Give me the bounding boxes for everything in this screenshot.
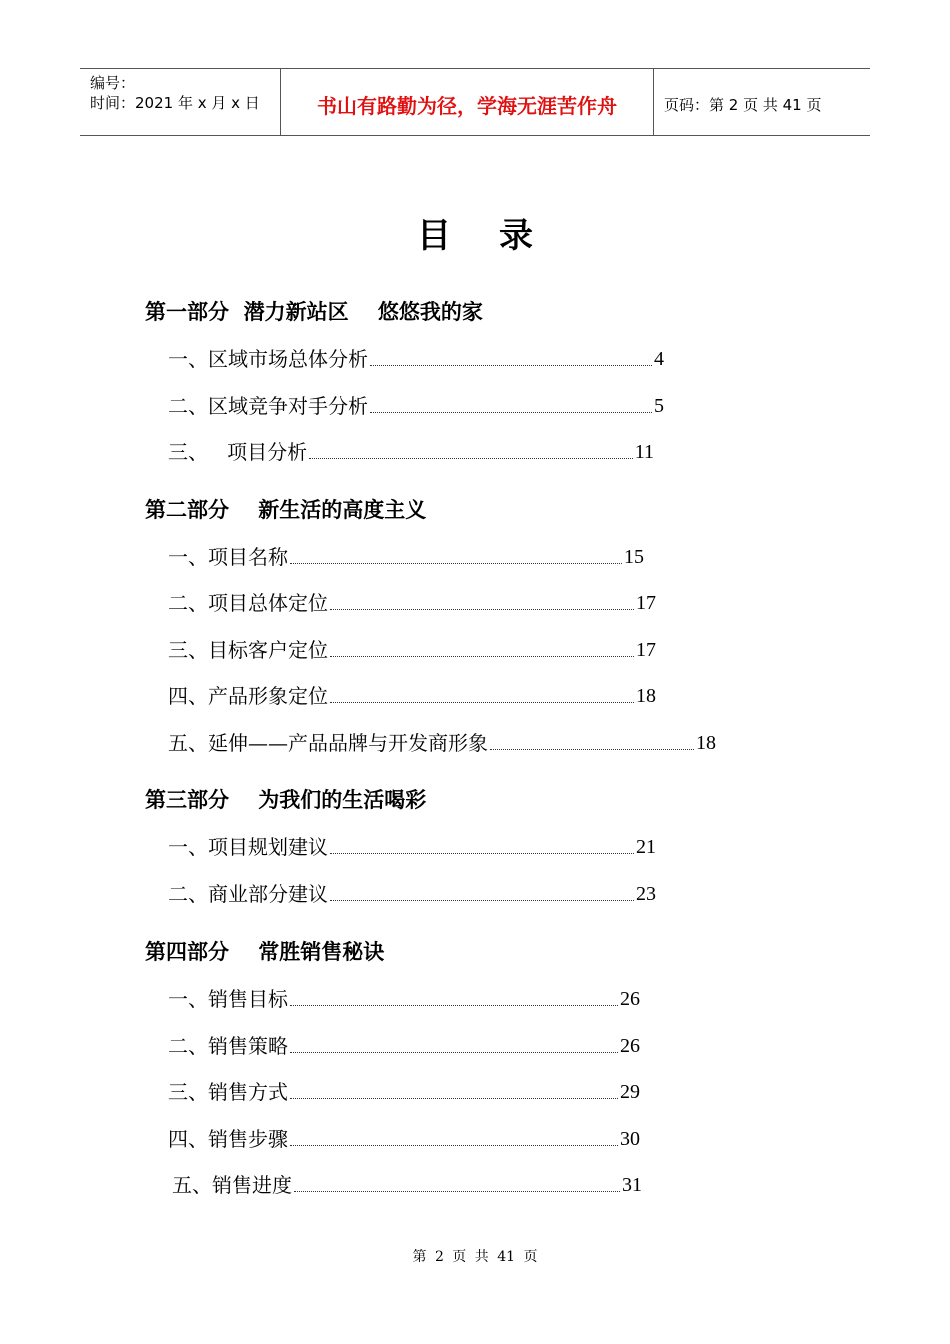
leader-dots <box>330 852 634 854</box>
toc-entry-label: 二、区域竞争对手分析 <box>168 394 368 418</box>
toc-entry[interactable] <box>168 435 654 465</box>
section-title: 第二部分 新生活的高度主义 <box>145 498 427 522</box>
leader-dots <box>290 1097 618 1099</box>
page-header <box>80 68 870 136</box>
toc-entry-page: 18 <box>636 685 656 707</box>
toc-entry-label: 三、 项目分析 <box>168 440 308 464</box>
toc-entry-label: 五、销售进度 <box>172 1173 292 1197</box>
toc-entry-page: 17 <box>636 639 656 661</box>
number-label: 编号： <box>90 74 136 92</box>
toc-entry-page: 17 <box>636 592 656 614</box>
leader-dots <box>330 701 634 703</box>
toc-entry-page: 11 <box>634 441 654 463</box>
leader-dots <box>309 457 633 459</box>
toc-entry-label: 三、销售方式 <box>168 1080 288 1104</box>
toc-entry-label: 四、产品形象定位 <box>168 684 328 708</box>
leader-dots <box>290 1144 618 1146</box>
toc-entry-page: 26 <box>620 988 640 1010</box>
toc-entry-label: 一、销售目标 <box>168 987 288 1011</box>
leader-dots <box>290 562 622 564</box>
leader-dots <box>294 1190 620 1192</box>
toc-entry[interactable] <box>168 633 656 663</box>
header-page-info: 页码：第 2 页 共 41 页 <box>664 95 822 114</box>
toc-entry-page: 30 <box>620 1128 640 1150</box>
leader-dots <box>490 748 694 750</box>
toc-entry-label: 二、商业部分建议 <box>168 882 328 906</box>
toc-entry-label: 二、项目总体定位 <box>168 591 328 615</box>
toc-entry-page: 26 <box>620 1035 640 1057</box>
toc-title: 目录 <box>417 216 581 256</box>
leader-dots <box>370 411 652 413</box>
leader-dots <box>370 364 652 366</box>
toc-entry[interactable] <box>168 1029 640 1059</box>
toc-entry[interactable] <box>168 586 656 616</box>
toc-entry-label: 二、销售策略 <box>168 1034 288 1058</box>
toc-entry-page: 5 <box>654 395 664 417</box>
toc-entry-label: 一、区域市场总体分析 <box>168 347 368 371</box>
toc-entry[interactable] <box>168 540 644 570</box>
toc-entry[interactable] <box>168 982 640 1012</box>
toc-entry[interactable] <box>168 877 656 907</box>
toc-entry[interactable] <box>172 1168 642 1198</box>
toc-entry-page: 18 <box>696 732 716 754</box>
section-title: 第三部分 为我们的生活喝彩 <box>145 788 427 812</box>
toc-entry[interactable] <box>168 830 656 860</box>
toc-entry-page: 29 <box>620 1081 640 1103</box>
leader-dots <box>330 899 634 901</box>
header-motto: 书山有路勤为径，学海无涯苦作舟 <box>281 69 654 135</box>
toc-entry[interactable] <box>168 679 656 709</box>
toc-entry-page: 4 <box>654 348 664 370</box>
section-title: 第四部分 常胜销售秘诀 <box>145 940 385 964</box>
toc-entry-label: 一、项目规划建议 <box>168 835 328 859</box>
toc-entry[interactable] <box>168 342 664 372</box>
toc-entry-label: 三、目标客户定位 <box>168 638 328 662</box>
section-title: 第一部分 潜力新站区 悠悠我的家 <box>145 300 483 324</box>
toc-entry-page: 15 <box>624 546 644 568</box>
toc-entry-label: 五、延伸——产品品牌与开发商形象 <box>168 731 488 755</box>
header-meta <box>80 69 281 135</box>
toc-entry[interactable] <box>168 1122 640 1152</box>
date-label: 时间：2021 年 x 月 x 日 <box>90 94 260 112</box>
toc-entry-page: 21 <box>636 836 656 858</box>
leader-dots <box>290 1051 618 1053</box>
toc-entry[interactable] <box>168 726 716 756</box>
leader-dots <box>330 608 634 610</box>
leader-dots <box>290 1004 618 1006</box>
toc-entry-label: 四、销售步骤 <box>168 1127 288 1151</box>
toc-entry-label: 一、项目名称 <box>168 545 288 569</box>
toc-entry-page: 23 <box>636 883 656 905</box>
toc-entry[interactable] <box>168 1075 640 1105</box>
toc-entry[interactable] <box>168 389 664 419</box>
toc-entry-page: 31 <box>622 1174 642 1196</box>
leader-dots <box>330 655 634 657</box>
page-footer: 第 2 页 共 41 页 <box>412 1249 538 1265</box>
